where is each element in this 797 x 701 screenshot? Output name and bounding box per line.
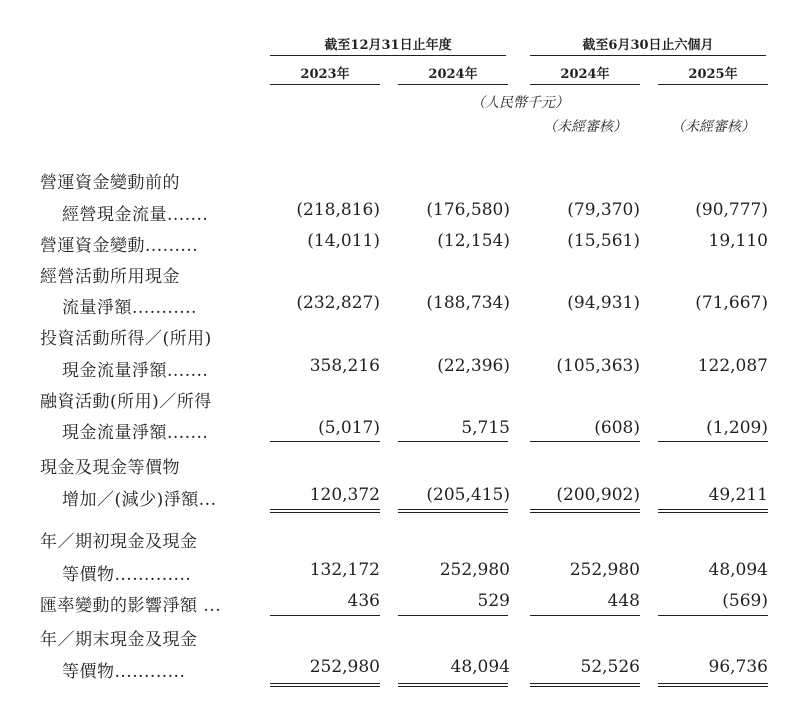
group-underline-1 xyxy=(270,55,506,56)
total-double-rule xyxy=(658,509,768,513)
value-cell: (105,363) xyxy=(556,356,640,376)
value-cell: 529 xyxy=(477,591,510,611)
value-cell: (5,017) xyxy=(318,418,380,438)
value-cell: 436 xyxy=(347,591,380,611)
group-underline-2 xyxy=(530,55,766,56)
unit-label: （人民幣千元） xyxy=(471,95,569,111)
year-underline-2 xyxy=(398,84,508,85)
row-label: 經營活動所用現金 xyxy=(40,267,180,287)
row-label: 投資活動所得／(所用) xyxy=(40,329,212,349)
value-cell: (1,209) xyxy=(706,418,768,438)
row-label: 匯率變動的影響淨額 ... xyxy=(40,596,222,616)
total-double-rule xyxy=(530,683,640,687)
column-group-fiscal-year: 截至12月31日止年度 xyxy=(324,38,452,53)
row-label-cont: 等價物............. xyxy=(62,565,192,585)
row-label-cont: 經營現金流量....... xyxy=(62,205,209,225)
value-cell: 19,110 xyxy=(708,231,768,251)
value-cell: (71,667) xyxy=(695,293,768,313)
value-cell: 252,980 xyxy=(309,657,380,677)
value-cell: (94,931) xyxy=(567,293,640,313)
row-label-cont: 現金流量淨額....... xyxy=(62,361,209,381)
subtotal-rule xyxy=(530,441,640,442)
total-double-rule xyxy=(270,509,380,513)
value-cell: (12,154) xyxy=(437,231,510,251)
value-cell: 122,087 xyxy=(697,356,768,376)
value-cell: (90,777) xyxy=(695,200,768,220)
value-cell: 120,372 xyxy=(309,485,380,505)
row-label-cont: 增加／(減少)淨額... xyxy=(62,490,217,510)
value-cell: (218,816) xyxy=(296,200,380,220)
row-label: 年／期初現金及現金 xyxy=(40,532,198,552)
year-header-2024-h1: 2024年 xyxy=(560,67,610,82)
year-header-2025-h1: 2025年 xyxy=(688,67,738,82)
row-label: 營運資金變動......... xyxy=(40,236,199,256)
row-label: 融資活動(所用)／所得 xyxy=(40,392,212,412)
value-cell: (205,415) xyxy=(426,485,510,505)
value-cell: 5,715 xyxy=(461,418,510,438)
value-cell: (232,827) xyxy=(296,293,380,313)
row-label: 現金及現金等價物 xyxy=(40,458,180,478)
row-label-cont: 等價物............ xyxy=(62,662,186,682)
year-header-2024: 2024年 xyxy=(428,67,478,82)
value-cell: 132,172 xyxy=(309,560,380,580)
unaudited-label-2: （未經審核） xyxy=(671,119,755,135)
row-label: 營運資金變動前的 xyxy=(40,173,180,193)
row-label-cont: 現金流量淨額....... xyxy=(62,423,209,443)
subtotal-rule xyxy=(398,441,508,442)
value-cell: 252,980 xyxy=(439,560,510,580)
value-cell: (608) xyxy=(594,418,640,438)
value-cell: 48,094 xyxy=(708,560,768,580)
value-cell: (200,902) xyxy=(556,485,640,505)
value-cell: 358,216 xyxy=(309,356,380,376)
unaudited-label-1: （未經審核） xyxy=(543,119,627,135)
value-cell: (79,370) xyxy=(567,200,640,220)
subtotal-rule xyxy=(398,615,508,616)
total-double-rule xyxy=(530,509,640,513)
year-header-2023: 2023年 xyxy=(300,67,350,82)
value-cell: (15,561) xyxy=(567,231,640,251)
value-cell: (569) xyxy=(722,591,768,611)
total-double-rule xyxy=(270,683,380,687)
value-cell: 48,094 xyxy=(450,657,510,677)
subtotal-rule xyxy=(270,441,380,442)
value-cell: (188,734) xyxy=(426,293,510,313)
subtotal-rule xyxy=(658,615,768,616)
total-double-rule xyxy=(658,683,768,687)
value-cell: 52,526 xyxy=(580,657,640,677)
value-cell: (22,396) xyxy=(437,356,510,376)
value-cell: 49,211 xyxy=(708,485,768,505)
subtotal-rule xyxy=(270,615,380,616)
year-underline-3 xyxy=(530,84,640,85)
year-underline-1 xyxy=(270,84,380,85)
subtotal-rule xyxy=(530,615,640,616)
subtotal-rule xyxy=(658,441,768,442)
year-underline-4 xyxy=(658,84,768,85)
total-double-rule xyxy=(398,683,508,687)
row-label-cont: 流量淨額........... xyxy=(62,298,197,318)
value-cell: 448 xyxy=(607,591,640,611)
total-double-rule xyxy=(398,509,508,513)
value-cell: (14,011) xyxy=(307,231,380,251)
column-group-six-months: 截至6月30日止六個月 xyxy=(582,38,714,53)
row-label: 年／期末現金及現金 xyxy=(40,630,198,650)
value-cell: 252,980 xyxy=(569,560,640,580)
value-cell: 96,736 xyxy=(708,657,768,677)
value-cell: (176,580) xyxy=(426,200,510,220)
